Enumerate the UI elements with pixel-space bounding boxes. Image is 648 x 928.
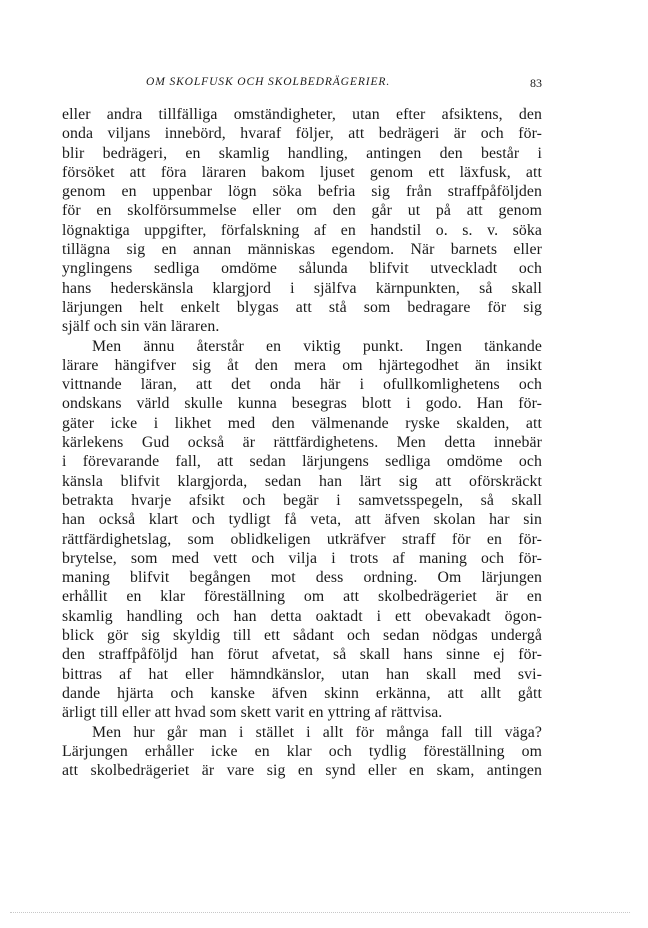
text-line: den straffpåföljd han förut afvetat, så skall hans sinne ej för- <box>62 646 542 664</box>
text-line: rättfärdighetslag, som oblidkeligen utkräfver straff för en för- <box>62 530 542 548</box>
text-line: Men ännu återstår en viktig punkt. Ingen tänkande <box>92 337 542 355</box>
text-line: vittnande läran, att det onda här i ofullkomlighetens och <box>62 376 542 394</box>
text-line: i förevarande fall, att sedan lärjungens sedliga omdöme och <box>62 453 542 471</box>
text-line: hans hederskänsla klargjord i själfva kärnpunkten, så skall <box>62 279 542 297</box>
text-line: Lärjungen erhåller icke en klar och tydlig föreställning om <box>62 742 542 760</box>
scan-edge-artifact <box>10 912 630 915</box>
text-line: erhållit en klar föreställning om att skolbedrägeriet är en <box>62 588 542 606</box>
text-line: lärjungen helt enkelt blygas att stå som bedragare för sig <box>62 298 542 316</box>
text-line: brytelse, som med vett och vilja i trots af maning och för- <box>62 549 542 567</box>
text-line: gäter icke i likhet med den välmenande ryske skalden, att <box>62 414 542 432</box>
text-line: dande hjärta och kanske äfven skinn erkänna, att allt gått <box>62 684 542 702</box>
text-line: själf och sin vän läraren. <box>62 318 220 336</box>
text-line: genom en uppenbar lögn söka befria sig från straffpåföljden <box>62 183 542 201</box>
page-number: 83 <box>530 76 542 90</box>
book-page <box>62 0 542 928</box>
text-line: ondskans värld skulle kunna besegras blott i godo. Han för- <box>62 395 542 413</box>
running-title: OM SKOLFUSK OCH SKOLBEDRÄGERIER. <box>146 76 391 88</box>
text-line: känsla blifvit klargjorda, sedan han lärt sig att oförskräckt <box>62 472 542 490</box>
text-line: lärare hängifver sig åt den mera om hjärtegodhet än insikt <box>62 356 542 374</box>
body-text <box>62 105 542 780</box>
text-line: ärligt till eller att hvad som skett varit en yttring af rättvisa. <box>62 704 443 722</box>
text-line: ynglingens sedliga omdöme sålunda blifvit utveckladt och <box>62 260 542 278</box>
text-line: Men hur går man i stället i allt för många fall till väga? <box>92 723 542 741</box>
text-line: tillägna sig en annan människas egendom. När barnets eller <box>62 241 542 259</box>
text-line: han också klart och tydligt få veta, att äfven skolan har sin <box>62 511 542 529</box>
text-line: bittras af hat eller hämndkänslor, utan han skall med svi- <box>62 665 542 683</box>
text-line: blick gör sig skyldig till ett sådant och sedan nödgas undergå <box>62 627 542 645</box>
text-line: försöket att föra läraren bakom ljuset genom ett läxfusk, att <box>62 163 542 181</box>
text-line: eller andra tillfälliga omständigheter, utan efter afsiktens, den <box>62 106 542 123</box>
text-line: att skolbedrägeriet är vare sig en synd eller en skam, antingen <box>62 762 542 780</box>
text-line: maning blifvit begången mot dess ordning. Om lärjungen <box>62 569 542 587</box>
text-line: lögnaktiga uppgifter, förfalskning af en handstil o. s. v. söka <box>62 221 542 239</box>
page-header <box>62 76 542 96</box>
text-line: kärlekens Gud också är rättfärdighetens. Men detta innebär <box>62 434 542 452</box>
text-line: betrakta hvarje afsikt och begär i samvetsspegeln, så skall <box>62 491 542 509</box>
text-line: onda viljans innebörd, hvaraf följer, att bedrägeri är och för- <box>62 125 542 143</box>
text-line: blir bedrägeri, en skamlig handling, antingen den består i <box>62 144 542 162</box>
text-line: skamlig handling och han detta oaktadt i ett obevakadt ögon- <box>62 607 542 625</box>
text-line: för en skolförsummelse eller om den går ut på att genom <box>62 202 542 220</box>
